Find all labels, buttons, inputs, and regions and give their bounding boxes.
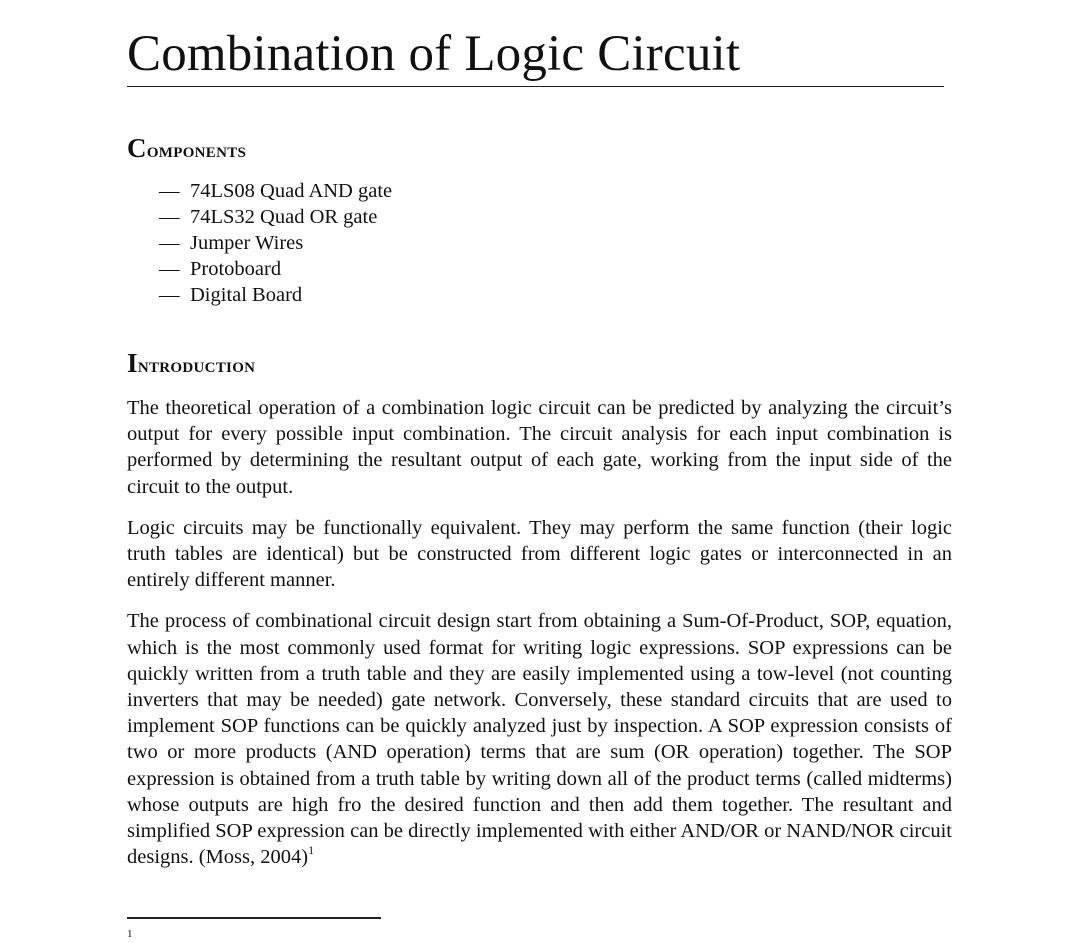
footnote-marker: 1 [127,928,133,940]
list-item-text: 74LS32 Quad OR gate [190,206,378,228]
intro-paragraph-1: The theoretical operation of a combination logic circuit can be predicted by analyzing the circuit’s output for every possible input combination. The circuit analysis for each input combination is performed by determining the resultant output of each gate, working from the input side of the circuit to the output. [127,397,952,498]
list-item-text: 74LS08 Quad AND gate [190,180,393,202]
components-heading-initial: C [127,133,147,163]
list-item-text: Jumper Wires [190,232,304,254]
intro-paragraph-3 [127,608,952,870]
footnote-reference[interactable]: 1 [308,843,315,858]
introduction-heading-rest: ntroduction [137,353,256,377]
introduction-heading-initial: I [127,348,138,378]
list-item [159,204,952,230]
list-dash: — [159,180,180,202]
list-dash: — [159,206,180,228]
list-item-text: Protoboard [190,258,282,280]
introduction-heading [127,349,952,379]
list-item [159,282,952,308]
page-title: Combination of Logic Circuit [127,0,944,87]
list-item [159,178,952,204]
list-item [159,256,952,282]
footnote-divider [127,917,381,919]
list-dash: — [159,284,180,306]
list-item [159,230,952,256]
intro-paragraph-3-text: The process of combinational circuit design start from obtaining a Sum-Of-Product, SOP, equation, which is the most commonly used format for writing logic expressions. SOP expressions can be quickly written from a truth table and they are easily implemented using a tow-level (not counting inverters that may be needed) gate network. Conversely, these standard circuits that are used to implement SOP functions can be quickly analyzed just by inspection. A SOP expression consists of two or more products (AND operation) terms that are sum (OR operation) together. The SOP expression is obtained from a truth table by writing down all of the product terms (called midterms) whose outputs are high fro the desired function and then add them together. The resultant and simplified SOP expression can be directly implemented with either AND/OR or NAND/NOR circuit designs. (Moss, 2004) [127,610,952,869]
components-list [127,178,952,308]
list-item-text: Digital Board [190,284,303,306]
intro-paragraph-2: Logic circuits may be functionally equivalent. They may perform the same function (their logic truth tables are identical) but be constructed from different logic gates or interconnected in an entirely different manner. [127,516,952,592]
list-dash: — [159,258,180,280]
components-heading-rest: omponents [146,138,247,162]
components-heading [127,134,952,164]
document-page [127,0,952,940]
list-dash: — [159,232,180,254]
